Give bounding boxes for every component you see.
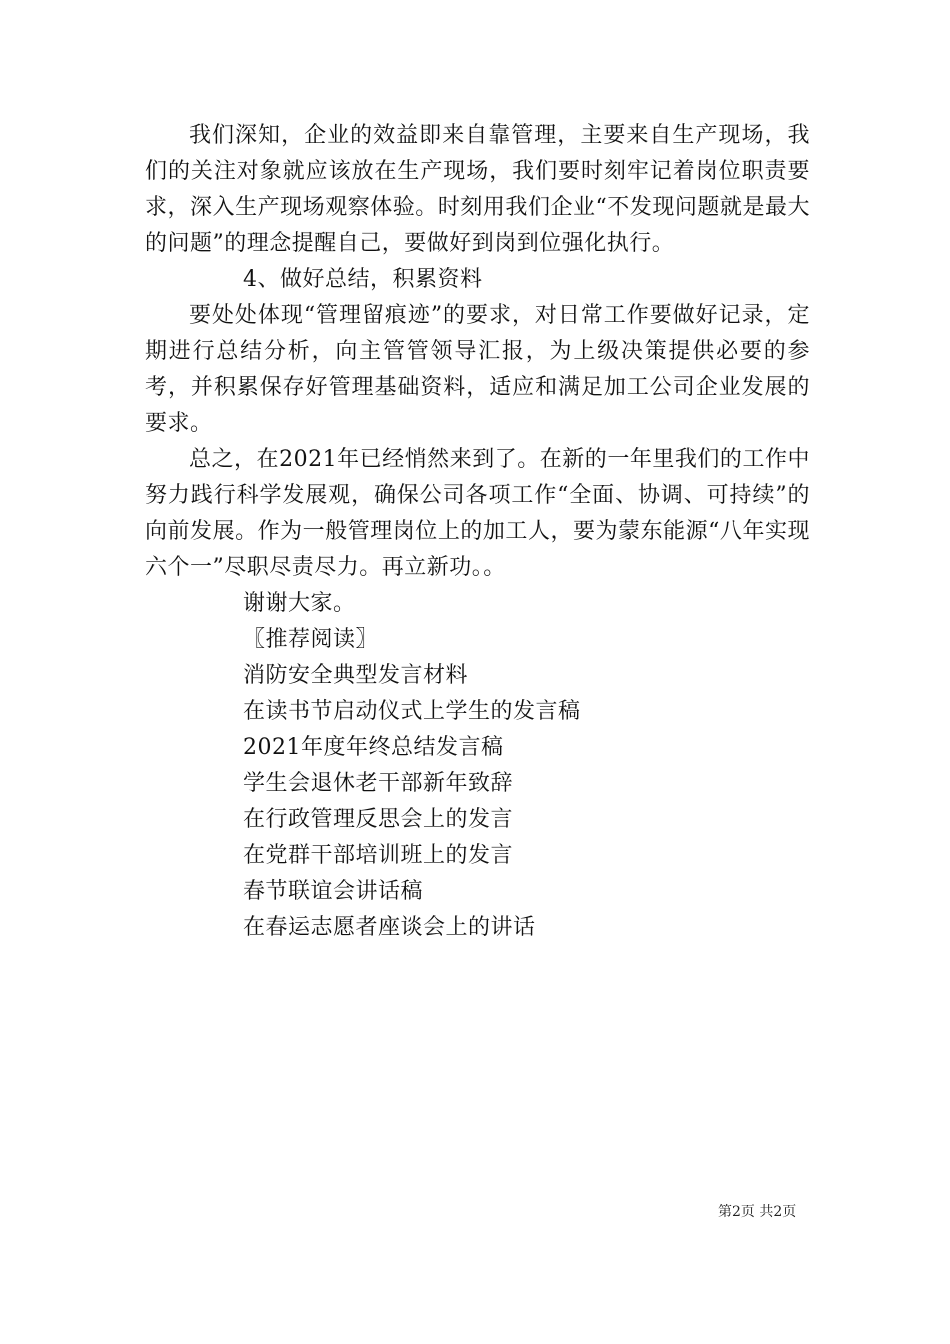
recommended-link[interactable]: 在党群干部培训班上的发言	[243, 843, 514, 868]
recommended-link[interactable]: 在读书节启动仪式上学生的发言稿	[243, 699, 581, 724]
recommended-link[interactable]: 消防安全典型发言材料	[243, 663, 469, 688]
recommended-link[interactable]: 学生会退休老干部新年致辞	[243, 771, 514, 796]
page-number: 第2页 共2页	[718, 1204, 797, 1220]
recommended-link[interactable]: 在行政管理反思会上的发言	[243, 807, 514, 832]
section-heading-summary: 4、做好总结，积累资料	[243, 267, 483, 292]
recommended-link[interactable]: 春节联谊会讲话稿	[243, 879, 424, 904]
closing-thanks: 谢谢大家。	[243, 591, 356, 616]
recommended-reading-title: 〖推荐阅读〗	[243, 627, 379, 652]
recommended-link[interactable]: 2021年度年终总结发言稿	[243, 735, 504, 760]
paragraph-records: 要处处体现“管理留痕迹”的要求，对日常工作要做好记录，定期进行总结分析，向主管管领导汇报，为上级决策提供必要的参考，并积累保存好管理基础资料，适应和满足加工公司企业发展的要求。	[145, 303, 810, 436]
document-body	[145, 118, 810, 946]
paragraph-management: 我们深知，企业的效益即来自靠管理，主要来自生产现场，我们的关注对象就应该放在生产现场，我们要时刻牢记着岗位职责要求，深入生产现场观察体验。时刻用我们企业“不发现问题就是最大的问题”的理念提醒自己，要做好到岗到位强化执行。	[145, 123, 810, 256]
recommended-link[interactable]: 在春运志愿者座谈会上的讲话	[243, 915, 536, 940]
paragraph-conclusion: 总之，在2021年已经悄然来到了。在新的一年里我们的工作中努力践行科学发展观，确保公司各项工作“全面、协调、可持续”的向前发展。作为一般管理岗位上的加工人，要为蒙东能源“八年实现六个一”尽职尽责尽力。再立新功。。	[145, 447, 810, 580]
